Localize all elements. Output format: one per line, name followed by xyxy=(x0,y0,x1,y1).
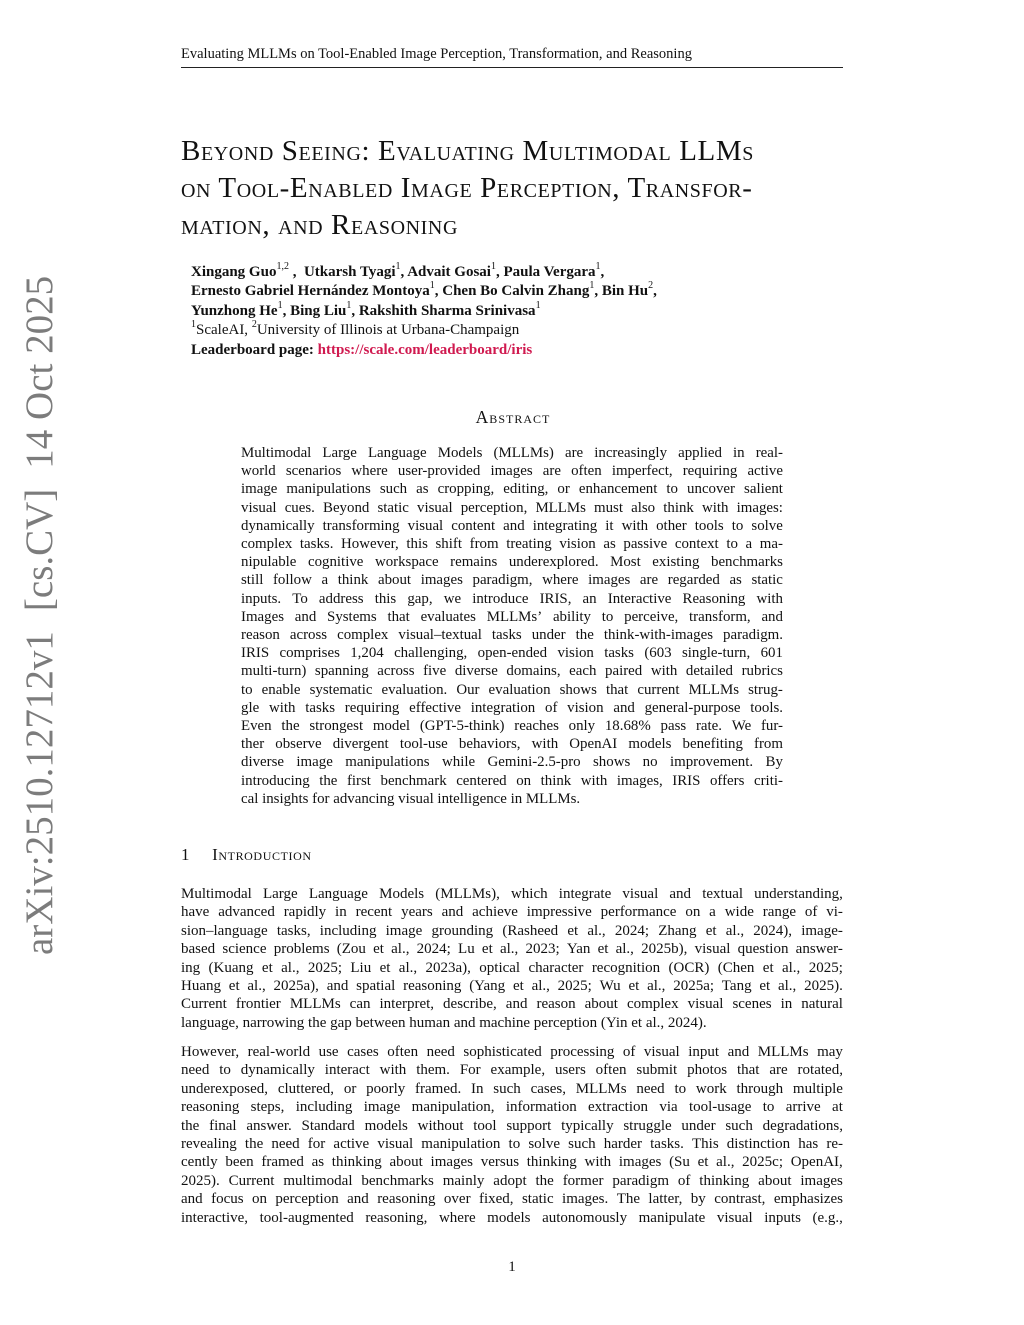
author-block: Xingang Guo$^{1,2}$ , Utkarsh Tyagi$^1$, Advait Gosai$^1$, Paula Vergara$^1$, Ernesto Gabriel Hernández Montoya$^1$, Chen Bo Calvin Zhang$^1$, Bin Hu$^2$, Yunzhong He$^1$, Bing Liu$^1$, Rakshith Sharma Srinivasa$^1$ $^1$ScaleAI, $^2$University of Illinois at Urbana-Champaign Leaderboard page: https://scale.com/leaderboard/iris xyxy=(191,263,831,360)
abstract-line: inputs. To address this gap, we introduce IRIS, an Interactive Reasoning with xyxy=(241,590,783,607)
paragraph-line: 2025). Current multimodal benchmarks mainly adopt the former paradigm of thinking about images xyxy=(181,1172,843,1189)
abstract-body xyxy=(241,444,783,808)
paragraph-line: have advanced rapidly in recent years and achieve impressive performance on a wide range of vi- xyxy=(181,904,843,921)
abstract-line: visual cues. Beyond static visual perception, MLLMs must also think with images: xyxy=(241,499,783,516)
paragraph-line: language, narrowing the gap between human and machine perception (Yin et al., 2024). xyxy=(181,1014,707,1031)
abstract-line: Even the strongest model (GPT-5-think) reaches only 18.68% pass rate. We fur- xyxy=(241,718,783,735)
section-heading xyxy=(181,845,312,865)
abstract-line: cal insights for advancing visual intelligence in MLLMs. xyxy=(241,790,581,807)
author-name: Chen Bo Calvin Zhang xyxy=(442,283,590,300)
page-number: 1 xyxy=(508,1259,516,1275)
paragraph-line: Current frontier MLLMs can interpret, describe, and reason about complex visual scenes in natural xyxy=(181,996,843,1013)
paragraph-line: interactive, tool-augmented reasoning, where models autonomously manipulate visual inputs (e.g., xyxy=(181,1209,843,1226)
author-name: Bin Hu xyxy=(601,283,649,300)
paragraph-line: Multimodal Large Language Models (MLLMs), which integrate visual and textual understanding, xyxy=(181,886,843,902)
author-name: Rakshith Sharma Srinivasa xyxy=(358,302,536,319)
abstract-line: multi-turn) spanning across five diverse domains, each paired with detailed rubrics xyxy=(241,663,783,680)
abstract-line: introducing the first benchmark centered on think with images, IRIS offers criti- xyxy=(241,772,783,789)
running-head: Evaluating MLLMs on Tool-Enabled Image Perception, Transformation, and Reasoning xyxy=(181,45,843,68)
paragraph-line: underexposed, cluttered, or poorly framed. In such cases, MLLMs need to work through multiple xyxy=(181,1080,843,1097)
author-name: Advait Gosai xyxy=(407,264,491,280)
abstract-line: to enable systematic evaluation. Our evaluation shows that current MLLMs strug- xyxy=(241,681,783,698)
paragraph-line: based science problems (Zou et al., 2024; Lu et al., 2023; Yan et al., 2025b), visual question answer- xyxy=(181,941,843,958)
paragraph-line: However, real-world use cases often need sophisticated processing of visual input and MLLMs may xyxy=(181,1044,843,1060)
abstract-heading: Abstract xyxy=(475,407,551,427)
abstract-line: still follow a think about images paradigm, where images are regarded as static xyxy=(241,572,783,589)
abstract-line: dynamically transforming visual content and integrating it with other tools to solve xyxy=(241,517,783,534)
arxiv-id: arXiv:2510.12712v1 xyxy=(18,631,61,955)
paragraph-line: the final answer. Standard models without tool support typically struggle under such degradations, xyxy=(181,1117,843,1134)
section-number: 1 xyxy=(181,845,191,864)
author-name: Yunzhong He xyxy=(191,302,278,319)
leaderboard-label: Leaderboard page: xyxy=(191,341,314,358)
paragraph-line: revealing the need for active visual manipulation to solve such harder tasks. This distinction has re- xyxy=(181,1136,843,1153)
affiliations: $^1$ScaleAI, $^2$University of Illinois at Urbana-Champaign xyxy=(191,319,520,339)
author-name: Ernesto Gabriel Hernández Montoya xyxy=(191,283,430,300)
author-name: Xingang Guo xyxy=(191,264,277,280)
author-name: Bing Liu xyxy=(290,302,347,319)
author-name: Paula Vergara xyxy=(503,264,596,280)
abstract-line: Images and Systems that evaluates MLLMs’ ability to perceive, transform, and xyxy=(241,608,783,625)
title-line: Beyond Seeing: Evaluating Multimodal LLMs xyxy=(181,135,754,167)
paper-title xyxy=(181,133,846,244)
abstract-line: IRIS comprises 1,204 challenging, open-ended vision tasks (603 single-turn, 601 xyxy=(241,645,783,662)
paragraph-line: ing (Kuang et al., 2025; Liu et al., 2023a), optical character recognition (OCR) (Chen et al., 2025; xyxy=(181,959,843,976)
abstract-line: Multimodal Large Language Models (MLLMs) are increasingly applied in real- xyxy=(241,445,783,461)
section-title: Introduction xyxy=(212,845,312,864)
abstract-line: ther observe divergent tool-use behaviors, with OpenAI models benefiting from xyxy=(241,736,783,753)
arxiv-date: 14 Oct 2025 xyxy=(18,275,61,469)
paragraph-line: reasoning steps, including image manipulation, information extraction via tool-usage to arrive at xyxy=(181,1099,843,1116)
abstract-line: diverse image manipulations while Gemini-2.5-pro shows no improvement. By xyxy=(241,754,783,771)
abstract-line: world scenarios where user-provided images are often imperfect, requiring active xyxy=(241,463,783,480)
paragraph-line: and focus on perception and reasoning over fixed, static images. The latter, by contrast, emphasizes xyxy=(181,1191,843,1208)
paragraph-line: Huang et al., 2025a), and spatial reasoning (Yang et al., 2025; Wu et al., 2025a; Tang et al., 2025). xyxy=(181,978,843,995)
paragraph-line: sion–language tasks, including image grounding (Rasheed et al., 2024; Zhang et al., 2024), image- xyxy=(181,922,843,939)
abstract-line: complex tasks. However, this shift from treating vision as passive context to a ma- xyxy=(241,536,783,553)
title-line: on Tool-Enabled Image Perception, Transfor- xyxy=(181,172,753,204)
intro-paragraph xyxy=(181,885,843,1032)
leaderboard-link[interactable]: https://scale.com/leaderboard/iris xyxy=(317,341,533,358)
arxiv-stamp xyxy=(16,275,64,955)
abstract-line: gle with tasks requiring effective integration of vision and general-purpose tools. xyxy=(241,699,783,716)
abstract-line: nipulable cognitive workspace remains underexplored. Most existing benchmarks xyxy=(241,554,783,571)
paragraph-line: need to dynamically interact with them. For example, users often submit photos that are rotated, xyxy=(181,1062,843,1079)
arxiv-category: [cs.CV] xyxy=(18,488,61,612)
abstract-line: reason across complex visual–textual tasks under the think-with-images paradigm. xyxy=(241,627,783,644)
abstract-line: image manipulations such as cropping, editing, or enhancement to uncover salient xyxy=(241,481,783,498)
author-name: Utkarsh Tyagi xyxy=(303,264,396,280)
intro-paragraph xyxy=(181,1043,843,1227)
title-line: mation, and Reasoning xyxy=(181,209,459,241)
paragraph-line: cently been framed as thinking about images versus thinking with images (Su et al., 2025c; OpenAI, xyxy=(181,1154,843,1171)
